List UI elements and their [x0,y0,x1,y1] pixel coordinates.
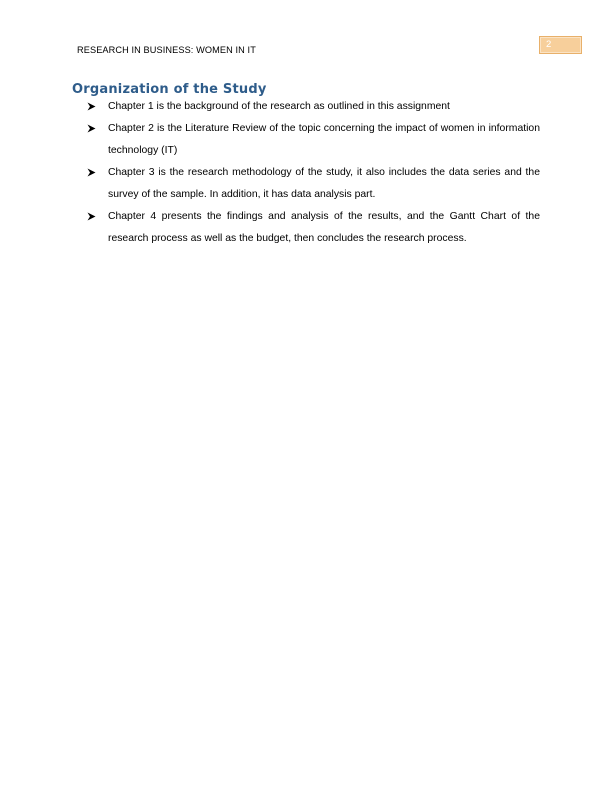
page-number-badge [539,36,582,54]
list-item [87,96,540,118]
arrowhead-bullet-icon [87,162,99,184]
chapter-list [87,96,540,250]
list-item [87,206,540,250]
list-item-text: Chapter 2 is the Literature Review of the topic concerning the impact of women in information technology (IT) [108,123,540,156]
section-heading: Organization of the Study [72,82,267,97]
list-item-text: Chapter 4 presents the findings and analysis of the results, and the Gantt Chart of the research process as well as the budget, then concludes the research process. [108,211,540,244]
arrowhead-bullet-icon [87,206,99,228]
arrowhead-bullet-icon [87,118,99,140]
list-item-text: Chapter 1 is the background of the research as outlined in this assignment [108,101,450,112]
page-number: 2 [546,39,552,50]
list-item [87,162,540,206]
running-head: RESEARCH IN BUSINESS: WOMEN IN IT [77,45,256,55]
list-item [87,118,540,162]
list-item-text: Chapter 3 is the research methodology of the study, it also includes the data series and the survey of the sample. In addition, it has data analysis part. [108,167,540,200]
arrowhead-bullet-icon [87,96,99,118]
